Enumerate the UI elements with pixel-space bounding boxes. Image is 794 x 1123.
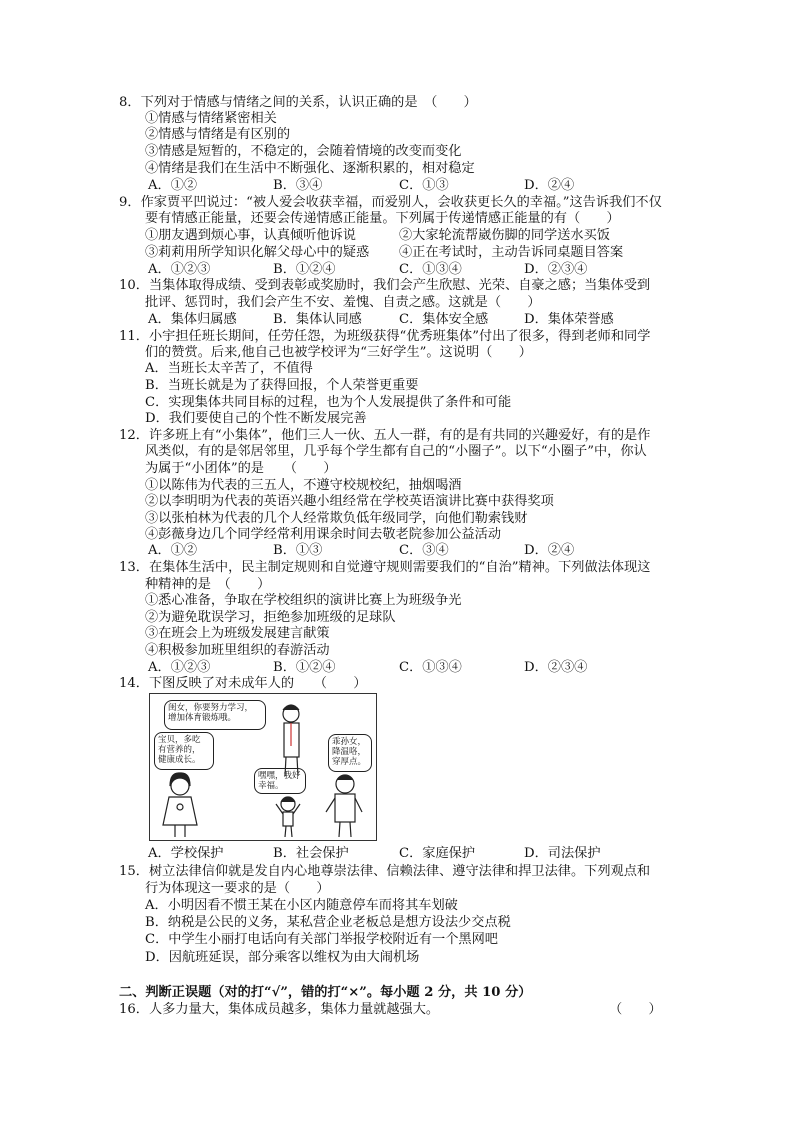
q8-option-c: C．①③ — [399, 178, 449, 193]
q12-item-1: ①以陈伟为代表的三五人，不遵守校规校纪，抽烟喝酒 — [145, 478, 462, 493]
q12-stem-line3: 为属于“小团体”的是 （ ） — [145, 461, 337, 476]
grandpa-speech-bubble: 乖孙女， 降温咯， 穿厚点。 — [328, 734, 372, 772]
q8-option-a: A．①② — [148, 178, 198, 193]
q11-stem-line1: 11．小宇担任班长期间，任劳任怨，为班级获得“优秀班集体”付出了很多，得到老师和同学 — [119, 329, 651, 344]
q11-option-d: D．我们要使自己的个性不断发展完善 — [145, 411, 367, 426]
q10-option-a: A．集体归属感 — [148, 312, 237, 327]
grandpa-figure — [326, 775, 362, 837]
q12-item-2: ②以李明明为代表的英语兴趣小组经常在学校英语演讲比赛中获得奖项 — [145, 494, 554, 509]
q12-stem-line2: 风类似，有的是邻居邻里，几乎每个学生都有自己的“小圈子”。以下“小圈子”中，你认 — [145, 444, 647, 459]
teacher-figure — [283, 705, 299, 776]
q16-answer-blank: （ ） — [609, 1002, 662, 1017]
q15-stem-line1: 15．树立法律信仰就是发自内心地尊崇法律、信赖法律、遵守法律和捍卫法律。下列观点和 — [119, 864, 651, 879]
q15-option-c: C．中学生小丽打电话向有关部门举报学校附近有一个黑网吧 — [145, 932, 498, 947]
q13-option-a: A．①②③ — [148, 660, 211, 675]
q12-stem-line1: 12．许多班上有“小集体”，他们三人一伙、五人一群，有的是有共同的兴趣爱好，有的是作 — [119, 428, 651, 443]
section-2-heading: 二、判断正误题（对的打“√”，错的打“×”。每小题 2 分，共 10 分） — [119, 985, 532, 1000]
mother-speech-bubble: 宝贝，多吃 有营养的， 健康成长。 — [154, 732, 214, 770]
q14-option-a: A．学校保护 — [148, 846, 224, 861]
q9-option-c: C．①③④ — [399, 262, 462, 277]
q12-option-b: B．①③ — [273, 543, 323, 558]
q12-option-a: A．①② — [148, 543, 198, 558]
q15-stem-line2: 行为体现这一要求的是（ ） — [145, 881, 330, 896]
q15-option-b: B．纳税是公民的义务，某私营企业老板总是想方设法少交点税 — [145, 915, 511, 930]
q10-option-d: D．集体荣誉感 — [524, 312, 614, 327]
q14-stem: 14．下图反映了对未成年人的 （ ） — [119, 676, 367, 691]
q13-option-d: D．②③④ — [524, 660, 588, 675]
q12-option-d: D．②④ — [524, 543, 575, 558]
q10-option-c: C．集体安全感 — [399, 312, 489, 327]
q9-stem-line1: 9．作家贾平凹说过：“被人爱会收获幸福，而爱别人，会收获更长久的幸福。”这告诉我们不仅 — [119, 195, 662, 210]
q11-option-b: B．当班长就是为了获得回报，个人荣誉更重要 — [145, 378, 419, 393]
q11-option-c: C．实现集体共同目标的过程，也为个人发展提供了条件和可能 — [145, 395, 512, 410]
q9-item-2: ②大家轮流帮崴伤脚的同学送水买饭 — [399, 228, 610, 243]
q14-option-c: C．家庭保护 — [399, 846, 476, 861]
teacher-speech-bubble: 闺女，你要努力学习， 增加体育锻炼哦。 — [164, 700, 266, 730]
q12-item-3: ③以张柏林为代表的几个人经常欺负低年级同学，向他们勒索钱财 — [145, 511, 528, 526]
q16-stem: 16．人多力量大，集体成员越多，集体力量就越强大。 — [119, 1002, 440, 1017]
q9-option-b: B．①②④ — [273, 262, 336, 277]
child-speech-bubble: 嘿嘿，我好 幸福。 — [254, 768, 306, 794]
q15-option-d: D．因航班延误，部分乘客以维权为由大闹机场 — [145, 950, 420, 965]
q11-stem-line2: 们的赞赏。后来,他自己也被学校评为“三好学生”。这说明（ ） — [145, 345, 532, 360]
q8-item-2: ②情感与情绪是有区别的 — [145, 127, 291, 142]
q9-item-3: ③莉莉用所学知识化解父母心中的疑惑 — [145, 245, 370, 260]
q9-option-a: A．①②③ — [148, 262, 211, 277]
q13-option-b: B．①②④ — [273, 660, 336, 675]
q14-option-d: D．司法保护 — [524, 846, 601, 861]
q11-option-a: A．当班长太辛苦了，不值得 — [145, 361, 313, 376]
q15-option-a: A．小明因看不惯王某在小区内随意停车而将其车划破 — [145, 898, 458, 913]
q13-option-c: C．①③④ — [399, 660, 462, 675]
q8-item-4: ④情绪是我们在生活中不断强化、逐渐积累的，相对稳定 — [145, 161, 475, 176]
cartoon-people-illustration — [150, 694, 376, 840]
q10-stem-line1: 10．当集体取得成绩、受到表彰或奖励时，我们会产生欣慰、光荣、自豪之感；当集体受到 — [119, 278, 651, 293]
q9-stem-line2: 要有情感正能量，还要会传递情感正能量。下列属于传递情感正能量的有（ ） — [145, 211, 620, 226]
q12-option-c: C．③④ — [399, 543, 449, 558]
q12-item-4: ④彭薇身边几个同学经常利用课余时间去敬老院参加公益活动 — [145, 527, 502, 542]
q9-option-d: D．②③④ — [524, 262, 588, 277]
q8-stem: 8．下列对于情感与情绪之间的关系，认识正确的是 （ ） — [119, 95, 477, 110]
q13-item-3: ③在班会上为班级发展建言献策 — [145, 626, 330, 641]
q8-item-3: ③情感是短暂的，不稳定的，会随着情境的改变而变化 — [145, 144, 462, 159]
q8-option-b: B．③④ — [273, 178, 323, 193]
q14-cartoon-figure — [149, 693, 377, 841]
q13-stem-line1: 13．在集体生活中，民主制定规则和自觉遵守规则需要我们的“自治”精神。下列做法体现这 — [119, 560, 651, 575]
q10-stem-line2: 批评、惩罚时，我们会产生不安、羞愧、自责之感。这就是（ ） — [145, 295, 541, 310]
mother-figure — [163, 773, 197, 837]
q8-item-1: ①情感与情绪紧密相关 — [145, 111, 277, 126]
q9-item-1: ①朋友遇到烦心事，认真倾听他诉说 — [145, 228, 356, 243]
child-figure — [276, 797, 300, 837]
q13-item-4: ④积极参加班里组织的春游活动 — [145, 643, 330, 658]
q10-option-b: B．集体认同感 — [273, 312, 362, 327]
q13-item-1: ①悉心准备，争取在学校组织的演讲比赛上为班级争光 — [145, 593, 462, 608]
q14-option-b: B．社会保护 — [273, 846, 349, 861]
q9-item-4: ④正在考试时，主动告诉同桌题目答案 — [399, 245, 624, 260]
q8-option-d: D．②④ — [524, 178, 575, 193]
q13-item-2: ②为避免耽误学习，拒绝参加班级的足球队 — [145, 610, 396, 625]
q13-stem-line2: 种精神的是 （ ） — [145, 577, 271, 592]
